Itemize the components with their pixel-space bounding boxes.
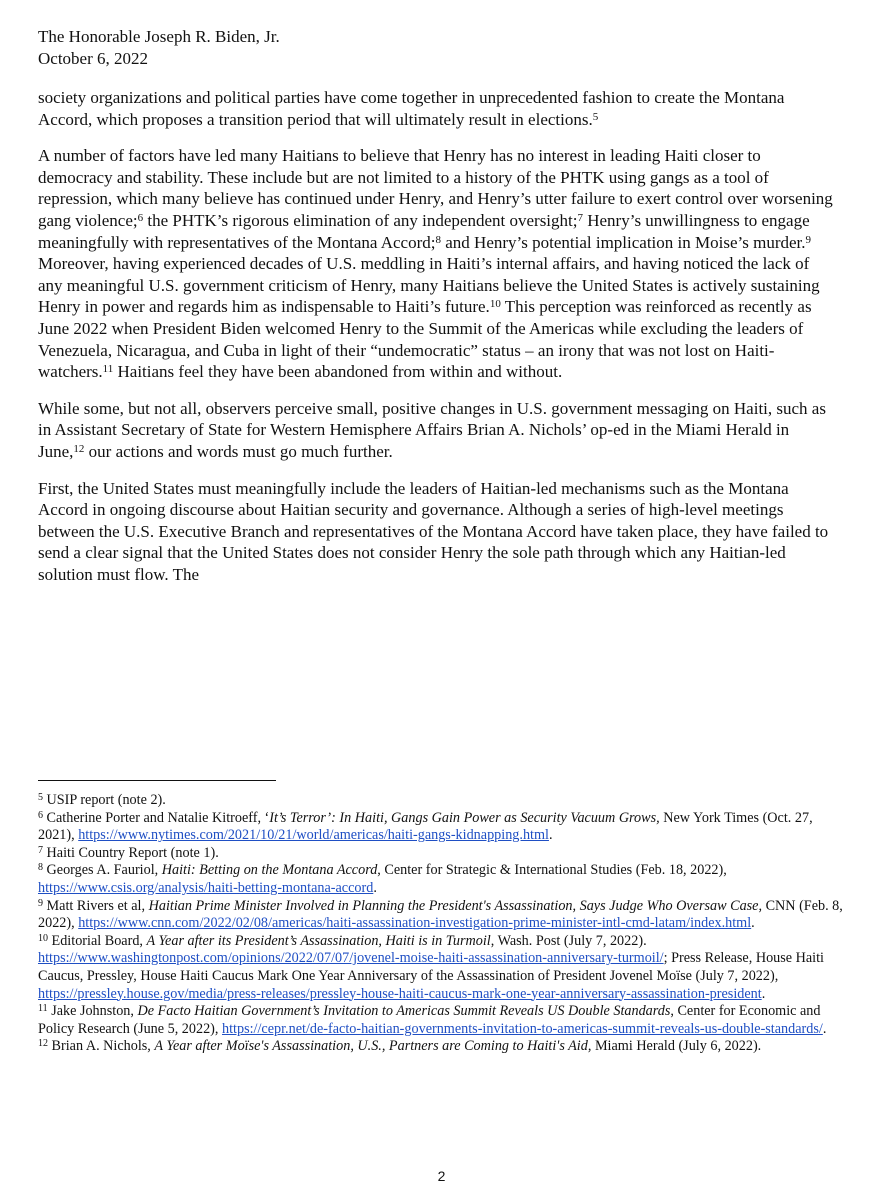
paragraph-text: Henry’s unwillingness to engage meaningfully with representatives of the Montana Accord; bbox=[38, 210, 810, 252]
footnote-text: . bbox=[822, 1020, 827, 1037]
paragraph-text: First, the United States must meaningfully include the leaders of Haitian-led mechanisms such as the Montana Accord in ongoing discourse about Haitian security and governance. Although a series of high-level meetings between the U.S. Executive Branch and representatives of the Montana Accord have taken place, they have failed to send a clear signal that the United States does not consider Henry the sole path through which any Haitian-led solution must flow. The bbox=[38, 478, 829, 584]
footnote-8 bbox=[38, 862, 848, 897]
paragraph-text: Haitians feel they have been abandoned from within and without. bbox=[113, 362, 563, 382]
footnote-6 bbox=[38, 810, 848, 845]
footnote-text: Matt Rivers et al, bbox=[43, 897, 149, 914]
paragraph-text: Moreover, having experienced decades of U.S. meddling in Haiti’s internal affairs, and having noticed the lack of any meaningful U.S. government criticism of Henry, many Haitians believe the United States is actively sustaining Henry in power and regards him as indispensable to Haiti’s future. bbox=[38, 254, 820, 317]
footnote-number: 9 bbox=[38, 897, 43, 909]
paragraph-1 bbox=[38, 87, 838, 130]
footnote-number: 5 bbox=[38, 792, 43, 803]
footnote-number: 7 bbox=[38, 844, 43, 856]
footnote-10 bbox=[38, 933, 848, 1003]
footnote-7 bbox=[38, 845, 848, 863]
footnote-11 bbox=[38, 1003, 848, 1038]
footnote-text: ; Press Release, House Haiti Caucus, Pressley, House Haiti Caucus Mark One Year Anniversary of the Assassination of President Jovenel Moïse (July 7, 2022), bbox=[38, 950, 824, 984]
paragraph-text: our actions and words must go much further. bbox=[84, 441, 393, 461]
footnote-9 bbox=[38, 898, 848, 933]
footnote-text: Brian A. Nichols, bbox=[48, 1038, 155, 1055]
paragraph-3 bbox=[38, 398, 838, 463]
footnote-link[interactable]: https://cepr.net/de-facto-haitian-governments-invitation-to-americas-summit-reveals-us-double-standards/ bbox=[222, 1020, 823, 1037]
footnote-text: Haiti Country Report (note 1). bbox=[43, 844, 219, 861]
recipient-line: The Honorable Joseph R. Biden, Jr. bbox=[38, 27, 280, 46]
footnote-5 bbox=[38, 792, 848, 810]
footnote-ref-7[interactable]: 7 bbox=[577, 211, 583, 224]
paragraph-text: A number of factors have led many Haitians to believe that Henry has no interest in leading Haiti closer to democracy and stability. These include but are not limited to a history of the PHTK using gangs as a tool of repression, which many believe has continued under Henry, and Henry’s utter failure to exert control over worsening gang violence; bbox=[38, 146, 833, 230]
paragraph-text: This perception was reinforced as recently as June 2022 when President Biden welcomed Henry to the Summit of the Americas while excluding the leaders of Venezuela, Nicaragua, and Cuba in light of their “undemocratic” status – an irony that was not lost on Haiti-watchers. bbox=[38, 297, 812, 382]
footnote-title: A Year after its President’s Assassination, Haiti is in Turmoil bbox=[146, 932, 491, 949]
letter-body bbox=[38, 87, 838, 600]
footnote-link[interactable]: https://www.washingtonpost.com/opinions/2022/07/07/jovenel-moise-haiti-assassination-anniversary-turmoil/ bbox=[38, 950, 664, 967]
footnote-text: USIP report (note 2). bbox=[43, 792, 166, 808]
footnote-text: . bbox=[751, 915, 755, 932]
footnote-link[interactable]: https://pressley.house.gov/media/press-releases/pressley-house-haiti-caucus-mark-one-year-anniversary-assassination-president bbox=[38, 985, 762, 1002]
letter-header bbox=[38, 26, 280, 70]
footnote-number: 6 bbox=[38, 809, 43, 821]
footnote-text: . bbox=[548, 827, 553, 844]
footnote-ref-8[interactable]: 8 bbox=[435, 233, 441, 246]
paragraph-2 bbox=[38, 145, 838, 383]
footnote-ref-12[interactable]: 12 bbox=[73, 442, 85, 455]
page-number: 2 bbox=[437, 1168, 446, 1184]
paragraph-text: and Henry’s potential implication in Moise’s murder. bbox=[441, 232, 806, 252]
footnote-divider bbox=[38, 780, 276, 781]
footnote-ref-9[interactable]: 9 bbox=[805, 233, 811, 246]
paragraph-4 bbox=[38, 478, 838, 586]
footnotes-section bbox=[38, 792, 848, 1056]
footnote-text: Jake Johnston, bbox=[47, 1003, 138, 1020]
footnote-text: Georges A. Fauriol, bbox=[43, 862, 162, 879]
footnote-text: , Center for Economic and Policy Research (June 5, 2022), bbox=[38, 1003, 821, 1037]
footnote-text: CNN (Feb. 8, 2022), bbox=[38, 897, 843, 932]
footnote-title: Haiti: Betting on the Montana Accord bbox=[161, 862, 378, 879]
paragraph-text: the PHTK’s rigorous elimination of any independent oversight; bbox=[143, 210, 578, 230]
footnote-text: Miami Herald (July 6, 2022). bbox=[591, 1038, 762, 1055]
date-line: October 6, 2022 bbox=[38, 49, 149, 68]
footnote-12 bbox=[38, 1038, 848, 1056]
paragraph-text: While some, but not all, observers perceive small, positive changes in U.S. government messaging on Haiti, such as in Assistant Secretary of State for Western Hemisphere Affairs Brian A. Nichols’ op-ed in the Miami Herald in June, bbox=[38, 398, 826, 461]
footnote-link[interactable]: https://www.csis.org/analysis/haiti-betting-montana-accord bbox=[38, 879, 374, 896]
footnote-ref-11[interactable]: 11 bbox=[102, 363, 114, 376]
footnote-text: Catherine Porter and Natalie Kitroeff, ‘ bbox=[43, 809, 270, 826]
footnote-text: . bbox=[761, 985, 766, 1002]
footnote-link[interactable]: https://www.nytimes.com/2021/10/21/world/americas/haiti-gangs-kidnapping.html bbox=[78, 827, 549, 844]
footnote-text: , Center for Strategic & International Studies (Feb. 18, 2022), bbox=[377, 862, 727, 879]
footnote-ref-10[interactable]: 10 bbox=[489, 298, 501, 311]
footnote-number: 8 bbox=[38, 862, 43, 874]
footnote-title: Haitian Prime Minister Involved in Planning the President's Assassination, Says Judge Who Oversaw Case, bbox=[148, 897, 763, 914]
paragraph-text: society organizations and political parties have come together in unprecedented fashion to create the Montana Accord, which proposes a transition period that will ultimately result in elections. bbox=[38, 88, 785, 129]
footnote-ref-5[interactable]: 5 bbox=[592, 110, 599, 123]
footnote-title: De Facto Haitian Government’s Invitation to Americas Summit Reveals US Double Standards bbox=[137, 1003, 671, 1020]
footnote-text: Editorial Board, bbox=[48, 932, 147, 949]
footnote-title: A Year after Moïse's Assassination, U.S., Partners are Coming to Haiti's Aid, bbox=[154, 1038, 592, 1055]
footnote-ref-6[interactable]: 6 bbox=[137, 211, 144, 224]
footnote-link[interactable]: https://www.cnn.com/2022/02/08/americas/haiti-assassination-investigation-prime-minister-intl-cmd-latam/index.html bbox=[78, 915, 752, 932]
footnote-text: New York Times (Oct. 27, 2021), bbox=[38, 809, 813, 844]
footnote-number: 11 bbox=[38, 1003, 48, 1015]
footnote-text: . bbox=[373, 879, 377, 896]
footnote-title: It’s Terror’: In Haiti, Gangs Gain Power as Security Vacuum Grows, bbox=[269, 809, 660, 826]
footnote-number: 10 bbox=[38, 932, 48, 944]
footnote-number: 12 bbox=[38, 1038, 48, 1050]
footnote-text: , Wash. Post (July 7, 2022). bbox=[490, 932, 647, 949]
